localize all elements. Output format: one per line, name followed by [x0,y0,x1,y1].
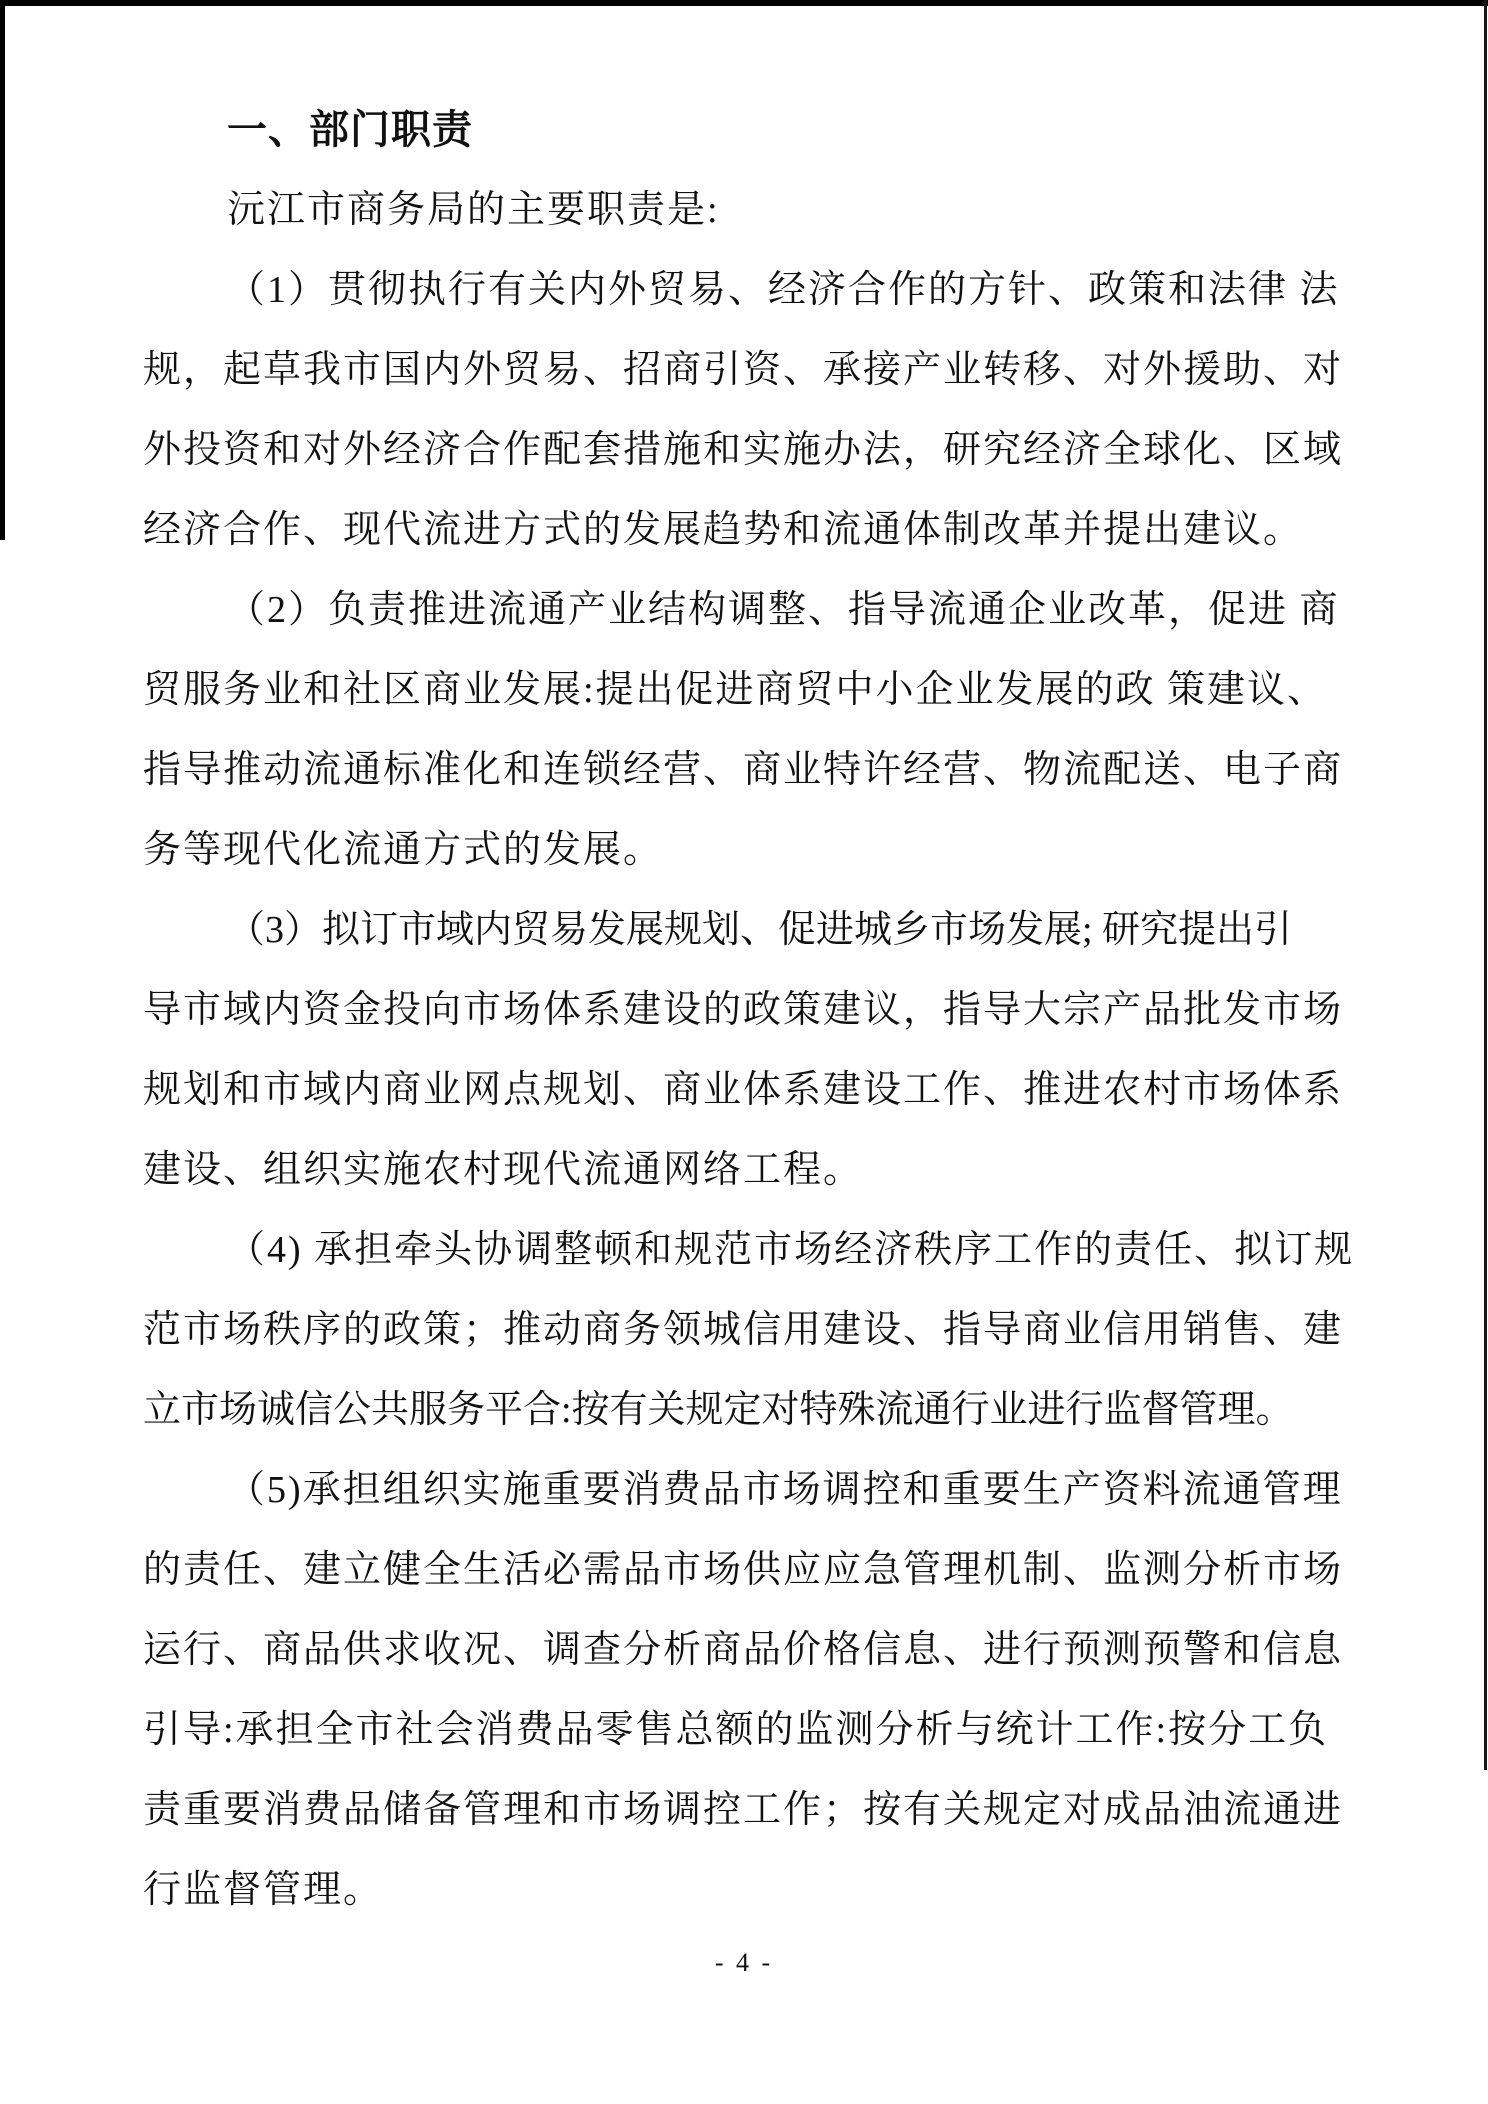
text-line: 务等现代化流通方式的发展。 [143,829,664,871]
text-line: 规，起草我市国内外贸易、招商引资、承接产业转移、对外援助、对 [143,349,1344,391]
document-body [143,90,1353,1930]
text-line: 建设、组织实施农村现代流通网络工程。 [143,1149,864,1191]
text-line: （1）贯彻执行有关内外贸易、经济合作的方针、政策和法律 法 [227,269,1340,311]
text-line: 范市场秩序的政策；推动商务领城信用建设、指导商业信用销售、建 [143,1309,1344,1351]
text-line: （4) 承担牵头协调整顿和规范市场经济秩序工作的责任、拟订规 [227,1229,1355,1271]
text-line: 行监督管理。 [143,1869,384,1911]
text-line: 责重要消费品储备管理和市场调控工作；按有关规定对成品油流通进 [143,1789,1344,1831]
text-line: 导市域内资金投向市场体系建设的政策建议，指导大宗产品批发市场 [143,989,1344,1031]
text-line: （5)承担组织实施重要消费品市场调控和重要生产资料流通管理 [227,1469,1343,1511]
page-number: - 4 - [714,1948,774,1977]
text-line: 规划和市域内商业网点规划、商业体系建设工作、推进农村市场体系 [143,1069,1344,1111]
text-line: 引导:承担全市社会消费品零售总额的监测分析与统计工作:按分工负 [143,1709,1329,1751]
text-line: 指导推动流通标准化和连锁经营、商业特许经营、物流配送、电子商 [143,749,1344,791]
text-line: 运行、商品供求收况、调查分析商品价格信息、进行预测预警和信息 [143,1629,1344,1671]
text-line: 沅江市商务局的主要职责是: [227,189,720,231]
scan-edge-right [1484,0,1487,1770]
text-line: 立市场诚信公共服务平合:按有关规定对特殊流通行业进行监督管理。 [143,1389,1294,1431]
text-line: 贸服务业和社区商业发展:提出促进商贸中小企业发展的政 策建议、 [143,669,1328,711]
scan-edge-top [0,0,1488,6]
scan-edge-left [0,0,5,540]
text-line: 外投资和对外经济合作配套措施和实施办法，研究经济全球化、区域 [143,429,1344,471]
section-heading: 一、部门职责 [227,108,473,152]
text-line: （2）负责推进流通产业结构调整、指导流通企业改革，促进 商 [227,589,1340,631]
text-line: 经济合作、现代流进方式的发展趋势和流通体制改革并提出建议。 [143,509,1304,551]
text-line: （3）拟订市域内贸易发展规划、促进城乡市场发展; 研究提出引 [227,909,1293,951]
text-line: 的责任、建立健全生活必需品市场供应应急管理机制、监测分析市场 [143,1549,1344,1591]
